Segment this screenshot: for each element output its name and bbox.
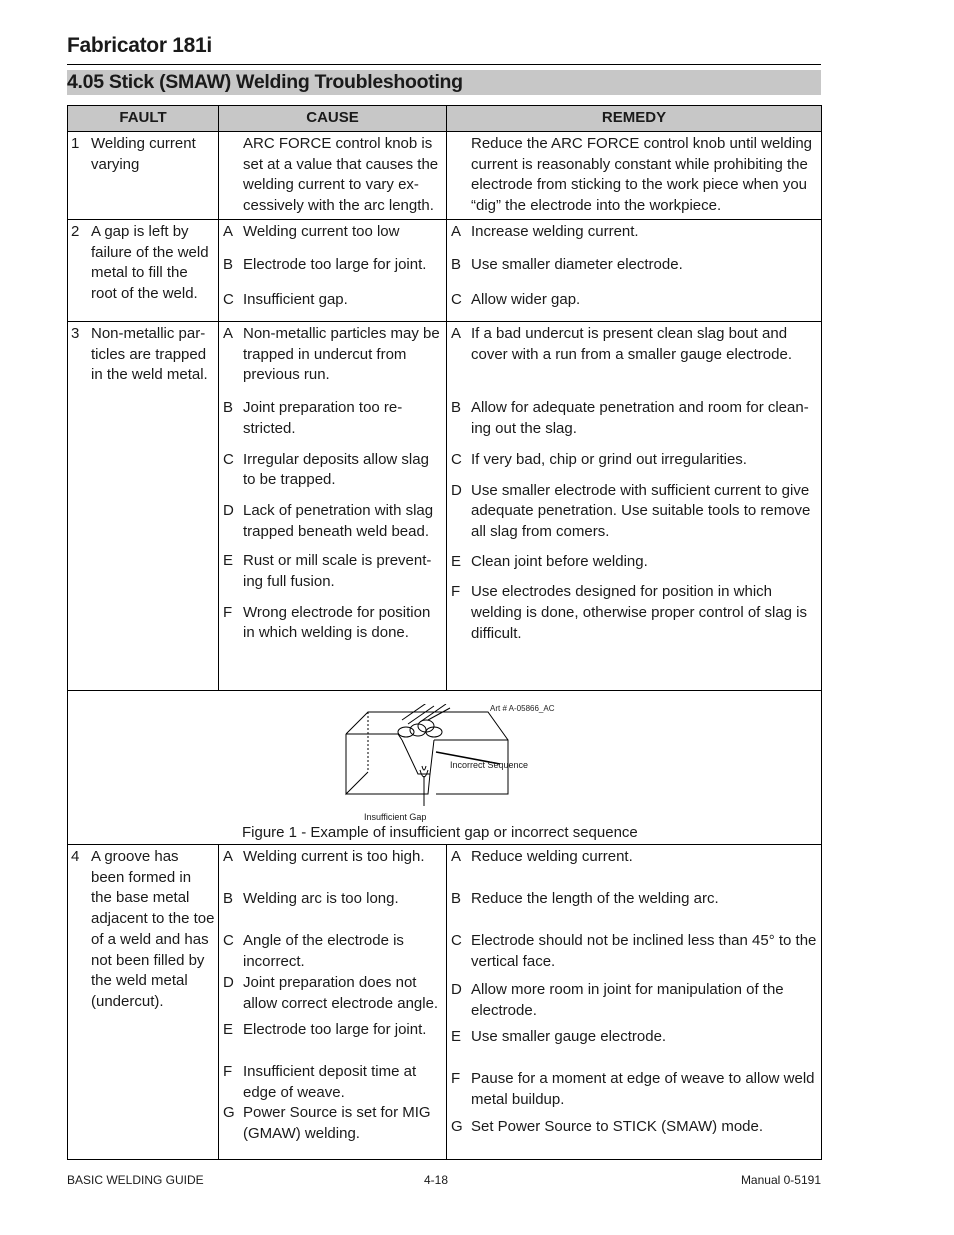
product-title: Fabricator 181i xyxy=(67,34,212,57)
figure-caption: Figure 1 - Example of insufficient gap or incorrect sequence xyxy=(242,824,638,841)
cause-text: Irregular deposits allow slag to be trapped. xyxy=(243,450,429,489)
cause-letter: C xyxy=(223,450,234,468)
label-incorrect-sequence: Incorrect Sequence xyxy=(450,760,529,770)
cause-text: Welding current is too high. xyxy=(243,848,425,865)
troubleshooting-table xyxy=(67,105,822,1160)
fault-cell xyxy=(68,845,219,1160)
art-number: Art # A-05866_AC xyxy=(490,704,555,713)
cause-letter: D xyxy=(223,501,234,519)
cause-text: Non-metallic particles may be trapped in undercut from previous run. xyxy=(243,325,440,384)
column-header-cause: CAUSE xyxy=(219,106,447,132)
cause-text: Insufficient gap. xyxy=(243,291,348,309)
cause-letter: A xyxy=(223,325,234,342)
cause-letter: E xyxy=(223,1021,234,1039)
cause-letter: B xyxy=(223,399,234,417)
remedy-text: Allow more room in joint for manipulation of the electrode. xyxy=(471,980,784,1019)
cause-text: Welding current too low xyxy=(243,223,400,240)
cause-item xyxy=(219,1062,446,1103)
cause-item xyxy=(219,290,446,311)
remedy-letter: D xyxy=(451,481,462,499)
fault-cell xyxy=(68,322,219,691)
remedy-letter: C xyxy=(451,450,462,468)
remedy-letter: E xyxy=(451,1028,462,1046)
cause-text: Electrode too large for joint. xyxy=(243,255,427,273)
remedy-item xyxy=(447,450,821,471)
remedy-text: Allow for adequate penetration and room for clean-ing out the slag. xyxy=(471,399,809,438)
remedy-letter: A xyxy=(451,848,462,865)
remedy-letter: A xyxy=(451,223,462,240)
remedy-text: If very bad, chip or grind out irregularities. xyxy=(471,450,747,468)
fault-text: Non-metallic par-ticles are trapped in the weld metal. xyxy=(91,325,208,384)
footer-page-number: 4-18 xyxy=(424,1173,449,1187)
section-title: 4.05 Stick (SMAW) Welding Troubleshooting xyxy=(67,71,463,93)
remedy-item xyxy=(447,481,821,543)
remedy-item xyxy=(447,847,821,868)
cause-text: Lack of penetration with slag trapped beneath weld bead. xyxy=(243,501,434,540)
cause-cell xyxy=(219,132,447,220)
remedy-text: Set Power Source to STICK (SMAW) mode. xyxy=(471,1118,764,1136)
remedy-item xyxy=(447,889,821,910)
remedy-item xyxy=(447,324,821,365)
remedy-text: Increase welding current. xyxy=(471,223,639,240)
footer-guide-title: BASIC WELDING GUIDE xyxy=(67,1173,204,1187)
remedy-item xyxy=(447,290,821,311)
remedy-item xyxy=(447,980,821,1021)
cause-item xyxy=(219,1103,446,1144)
cause-item xyxy=(219,1020,446,1041)
remedy-item xyxy=(447,1117,821,1138)
remedy-letter: G xyxy=(451,1118,463,1136)
cause-letter: F xyxy=(223,1062,233,1080)
remedy-text: Use smaller gauge electrode. xyxy=(471,1028,667,1046)
fault-entry xyxy=(68,322,218,386)
cause-text: Rust or mill scale is prevent-ing full fusion. xyxy=(243,552,432,591)
remedy-letter: B xyxy=(451,889,462,907)
footer-manual-number: Manual 0-5191 xyxy=(740,1173,821,1187)
remedy-item xyxy=(447,1069,821,1110)
cause-item xyxy=(219,931,446,972)
remedy-item xyxy=(447,1027,821,1048)
cause-text: Wrong electrode for position in which welding is done. xyxy=(243,603,431,642)
cause-letter: F xyxy=(223,603,233,621)
cause-letter: A xyxy=(223,848,234,865)
table-row xyxy=(68,220,822,322)
remedy-letter: B xyxy=(451,255,462,273)
remedy-text: Use smaller electrode with sufficient current to give adequate penetration. Use suitable tools to remove all slag from comers. xyxy=(471,481,811,540)
fault-entry xyxy=(68,845,218,1013)
remedy-item xyxy=(447,931,821,972)
remedy-letter xyxy=(451,134,471,217)
fault-number: 4 xyxy=(71,848,80,865)
remedy-text: Reduce the ARC FORCE control knob until welding current is reasonably constant while prohibiting the electrode from sticking to the work piece when you “dig” the electrode into the workpiece. xyxy=(471,135,813,215)
remedy-cell xyxy=(447,220,822,322)
remedy-cell xyxy=(447,845,822,1160)
remedy-text: Clean joint before welding. xyxy=(471,552,648,570)
cause-text: Electrode too large for joint. xyxy=(243,1021,427,1039)
cause-letter: A xyxy=(223,223,234,240)
remedy-text: Use electrodes designed for position in which welding is done, otherwise proper control of slag is difficult. xyxy=(471,583,808,642)
column-header-fault: FAULT xyxy=(68,106,219,132)
figure-cell xyxy=(68,691,822,845)
cause-item xyxy=(219,324,446,386)
fault-text: Welding current varying xyxy=(91,135,196,173)
cause-text: Insufficient deposit time at edge of weave. xyxy=(243,1062,417,1101)
cause-letter: C xyxy=(223,291,234,309)
remedy-text: Reduce welding current. xyxy=(471,848,633,865)
cause-item xyxy=(219,889,446,910)
remedy-letter: A xyxy=(451,325,462,342)
table-row xyxy=(68,132,822,220)
remedy-letter: D xyxy=(451,980,462,998)
cause-item xyxy=(219,450,446,491)
cause-letter: B xyxy=(223,255,234,273)
remedy-letter: C xyxy=(451,932,462,950)
table-header-row xyxy=(68,106,822,132)
cause-letter: G xyxy=(223,1104,235,1122)
cause-item xyxy=(219,847,446,868)
remedy-text: Pause for a moment at edge of weave to allow weld metal buildup. xyxy=(471,1069,815,1108)
cause-letter xyxy=(223,134,243,217)
fault-entry xyxy=(68,132,218,175)
cause-text: Joint preparation too re-stricted. xyxy=(243,399,403,437)
remedy-item xyxy=(447,255,821,276)
cause-text: Power Source is set for MIG (GMAW) welding. xyxy=(243,1104,431,1143)
title-rule xyxy=(67,64,821,65)
remedy-item xyxy=(447,582,821,644)
remedy-letter: F xyxy=(451,1069,461,1087)
figure-row xyxy=(68,691,822,845)
cause-letter: C xyxy=(223,932,234,950)
cause-item xyxy=(219,222,446,243)
cause-item xyxy=(219,398,446,439)
cause-item xyxy=(219,501,446,542)
fault-number: 3 xyxy=(71,325,80,342)
remedy-item xyxy=(447,398,821,439)
cause-item xyxy=(219,603,446,644)
table-body xyxy=(68,132,822,1160)
cause-text: Joint preparation does not allow correct electrode angle. xyxy=(243,973,439,1012)
label-insufficient-gap: Insufficient Gap xyxy=(364,812,427,822)
remedy-letter: F xyxy=(451,583,461,601)
table-row xyxy=(68,845,822,1160)
fault-entry xyxy=(68,220,218,305)
cause-cell xyxy=(219,322,447,691)
remedy-text: Use smaller diameter electrode. xyxy=(471,255,683,273)
cause-letter: B xyxy=(223,889,234,907)
remedy-text: Allow wider gap. xyxy=(471,291,581,309)
fault-cell xyxy=(68,132,219,220)
cause-cell xyxy=(219,220,447,322)
cause-letter: D xyxy=(223,973,234,991)
cause-text: ARC FORCE control knob is set at a value that causes the welding current to vary ex-cessively with the arc length. xyxy=(243,135,439,215)
remedy-cell xyxy=(447,132,822,220)
cause-text: Welding arc is too long. xyxy=(243,889,399,907)
cause-item xyxy=(219,551,446,592)
fault-number: 2 xyxy=(71,223,80,240)
cause-item xyxy=(219,134,446,217)
remedy-letter: E xyxy=(451,552,462,570)
remedy-item xyxy=(447,134,821,217)
remedy-text: If a bad undercut is present clean slag bout and cover with a run from a smaller gauge electrode. xyxy=(471,325,792,363)
fault-number: 1 xyxy=(71,135,80,152)
cause-text: Angle of the electrode is incorrect. xyxy=(243,932,404,971)
column-header-remedy: REMEDY xyxy=(447,106,822,132)
cause-item xyxy=(219,973,446,1014)
fault-text: A groove has been formed in the base metal adjacent to the toe of a weld and has not been filled by the weld metal (undercut). xyxy=(91,848,215,1010)
fault-text: A gap is left by failure of the weld metal to fill the root of the weld. xyxy=(91,223,209,303)
remedy-item xyxy=(447,222,821,243)
remedy-letter: B xyxy=(451,399,462,417)
remedy-item xyxy=(447,552,821,573)
table-row xyxy=(68,322,822,691)
remedy-cell xyxy=(447,322,822,691)
cause-cell xyxy=(219,845,447,1160)
remedy-text: Reduce the length of the welding arc. xyxy=(471,889,719,907)
cause-letter: E xyxy=(223,552,234,570)
remedy-text: Electrode should not be inclined less than 45° to the vertical face. xyxy=(471,932,817,971)
cause-item xyxy=(219,255,446,276)
remedy-letter: C xyxy=(451,291,462,309)
fault-cell xyxy=(68,220,219,322)
